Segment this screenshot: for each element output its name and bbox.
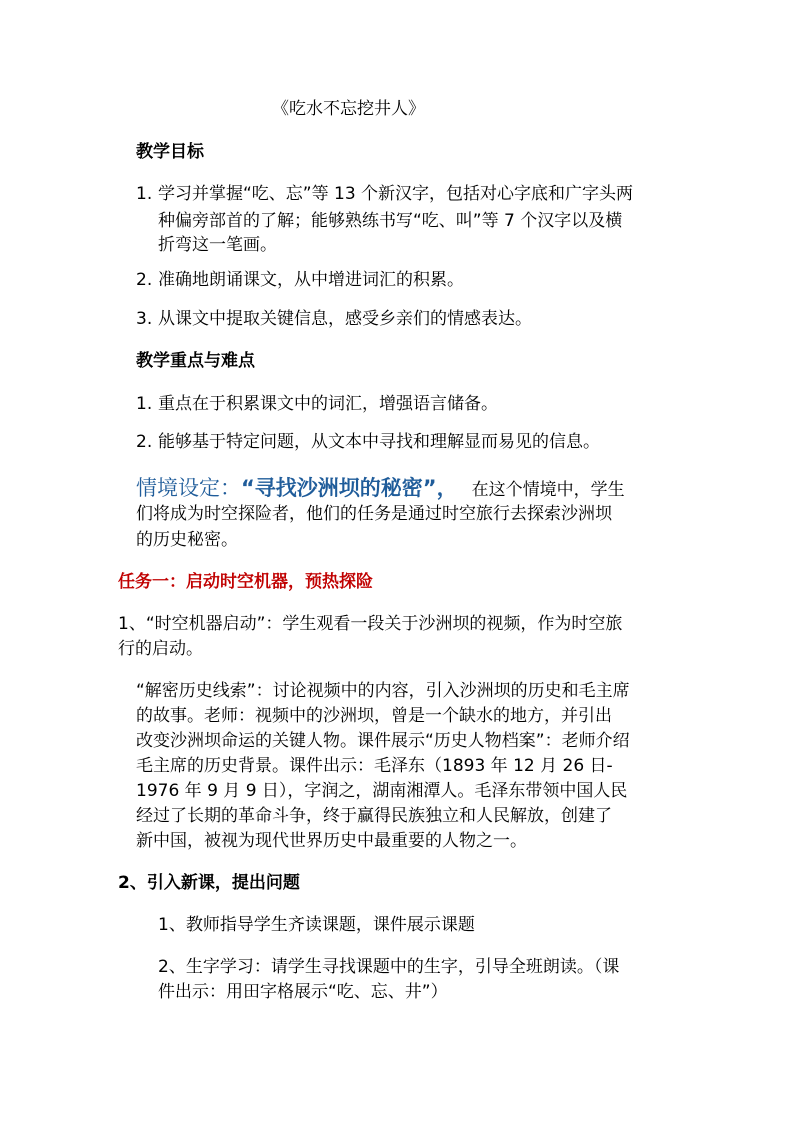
section2-heading: 2、引入新课，提出问题 [118,873,300,893]
paragraph-line: 改变沙洲坝命运的关键人物。课件展示“历史人物档案”：老师介绍 [136,731,630,751]
item-text: 准确地朗诵课文，从中增进词汇的积累。 [158,270,464,290]
item-text: 重点在于积累课文中的词汇，增强语言储备。 [158,394,498,414]
scenario-text-line: 们将成为时空探险者，他们的任务是通过时空旅行去探索沙洲坝 [136,504,612,524]
list-item [136,180,633,209]
keypoints-heading: 教学重点与难点 [136,351,255,371]
paragraph-line: 经过了长期的革命斗争，终于赢得民族独立和人民解放，创建了 [136,806,612,826]
item-number: 1. [136,394,153,414]
list-item [136,428,600,457]
scenario-highlight: “寻找沙洲坝的秘密”， [241,476,458,500]
paragraph-line: 新中国，被视为现代世界历史中最重要的人物之一。 [136,831,527,851]
scenario-tail: 在这个情境中，学生 [471,480,625,500]
list-item [136,266,464,295]
list-item [136,390,498,419]
item-number: 2. [136,432,153,452]
section2-item: 1、教师指导学生齐读课题，课件展示课题 [158,915,475,935]
item-text: 学习并掌握“吃、忘”等 13 个新汉字，包括对心字底和广字头两 [158,184,634,204]
paragraph-line: 1976 年 9 月 9 日），字润之，湖南湘潭人。毛泽东带领中国人民 [136,781,628,801]
document-title: 《吃水不忘挖井人》 [272,99,425,119]
task1-step1-line: 1、“时空机器启动”：学生观看一段关于沙洲坝的视频，作为时空旅 [118,614,623,634]
item-number: 1. [136,184,153,204]
paragraph-line: 的故事。老师：视频中的沙洲坝，曾是一个缺水的地方，并引出 [136,706,612,726]
task1-heading: 任务一：启动时空机器，预热探险 [118,572,373,592]
item-text: 能够基于特定问题，从文本中寻找和理解显而易见的信息。 [158,432,600,452]
section2-item-line: 2、生字学习：请学生寻找课题中的生字，引导全班朗读。（课 [158,957,620,977]
scenario-text-line: 的历史秘密。 [136,530,238,550]
goals-heading: 教学目标 [136,142,204,162]
paragraph-line: “解密历史线索”：讨论视频中的内容，引入沙洲坝的历史和毛主席 [136,681,630,701]
item-text: 从课文中提取关键信息，感受乡亲们的情感表达。 [158,309,532,329]
item-text-line: 种偏旁部首的了解；能够熟练书写“吃、叫”等 7 个汉字以及横 [158,211,623,231]
list-item [136,305,532,334]
task1-step1-line: 行的启动。 [118,639,203,659]
item-number: 3. [136,309,153,329]
section2-item-line: 件出示：用田字格展示“吃、忘、井”） [158,982,448,1002]
scenario-label: 情境设定： [136,476,241,500]
item-text-line: 折弯这一笔画。 [158,235,277,255]
item-number: 2. [136,270,153,290]
paragraph-line: 毛主席的历史背景。课件出示：毛泽东（1893 年 12 月 26 日- [136,756,613,776]
